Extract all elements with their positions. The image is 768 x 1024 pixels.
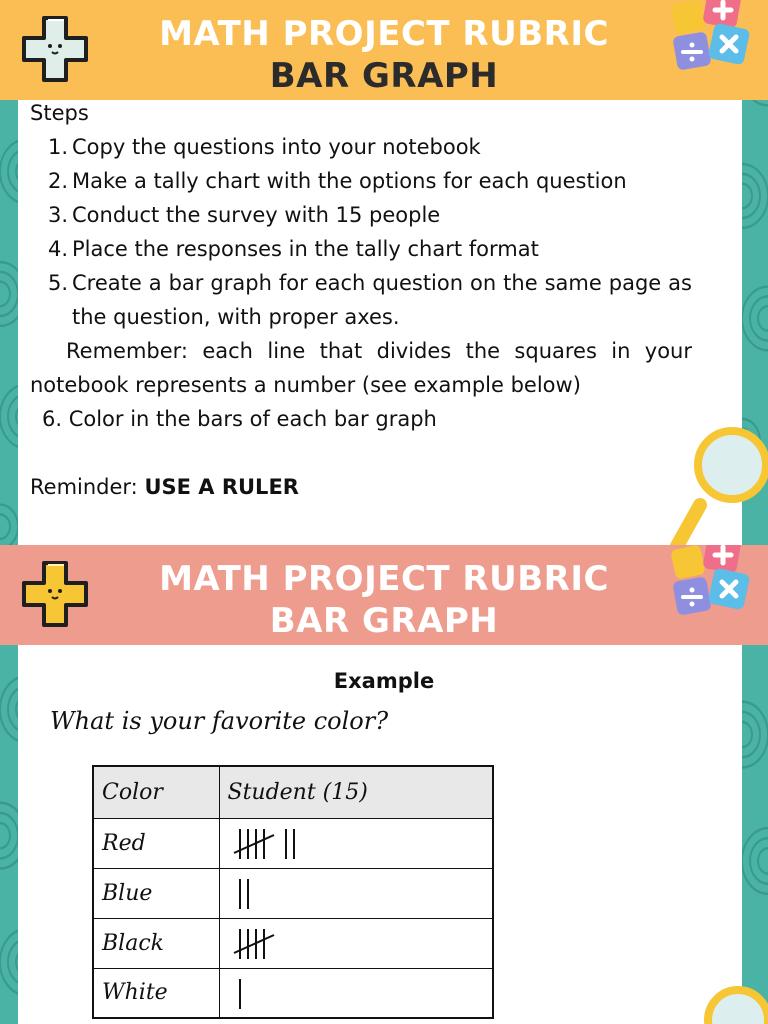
title-banner xyxy=(0,0,768,100)
tally-row xyxy=(93,918,493,968)
tally-marks xyxy=(228,921,368,965)
tally-row xyxy=(93,968,493,1018)
banner-title-line2: BAR GRAPH xyxy=(269,601,499,641)
step-item xyxy=(30,198,692,232)
banner-title-line1: MATH PROJECT RUBRIC xyxy=(159,14,609,54)
step-item xyxy=(30,164,692,198)
rubric-page-2 xyxy=(0,545,768,1024)
magnifier-icon xyxy=(670,425,768,545)
color-cell: White xyxy=(93,968,219,1018)
tally-marks-cell xyxy=(219,868,493,918)
step-number: 3. xyxy=(48,203,69,227)
survey-question: What is your favorite color? xyxy=(50,707,389,735)
magnifier-icon xyxy=(690,970,768,1024)
reminder-value: USE A RULER xyxy=(144,475,299,499)
color-cell: Red xyxy=(93,818,219,868)
step-item xyxy=(30,130,692,164)
step-6: 6. Color in the bars of each bar graph xyxy=(42,407,437,431)
math-operators-icon xyxy=(665,0,765,80)
step-item xyxy=(30,232,692,266)
step-text: Place the responses in the tally chart format xyxy=(72,237,539,261)
step-number: 1. xyxy=(48,135,69,159)
step-text: Conduct the survey with 15 people xyxy=(72,203,441,227)
tally-marks-cell xyxy=(219,968,493,1018)
column-header-color: Color xyxy=(93,766,219,818)
step-text: Copy the questions into your notebook xyxy=(72,135,481,159)
step-text: Make a tally chart with the options for each question xyxy=(72,169,627,193)
title-banner xyxy=(0,545,768,645)
remember-note: Remember: each line that divides the squares in your notebook represents a number (see example below) xyxy=(30,339,692,397)
example-title: Example xyxy=(333,669,435,693)
column-header-student: Student (15) xyxy=(219,766,493,818)
tally-marks-cell xyxy=(219,918,493,968)
tally-row xyxy=(93,868,493,918)
tally-marks-cell xyxy=(219,818,493,868)
tally-row xyxy=(93,818,493,868)
banner-title-line2: BAR GRAPH xyxy=(269,56,499,96)
color-cell: Black xyxy=(93,918,219,968)
color-cell: Blue xyxy=(93,868,219,918)
tally-chart xyxy=(92,765,494,1019)
tally-marks xyxy=(228,971,368,1015)
tally-header-row xyxy=(93,766,493,818)
step-number: 4. xyxy=(48,237,69,261)
step-number: 5. xyxy=(48,271,69,295)
reminder-label: Reminder: xyxy=(30,475,145,499)
steps-heading: Steps xyxy=(30,101,89,125)
reminder xyxy=(30,470,692,504)
step-item xyxy=(30,266,692,334)
math-operators-icon xyxy=(665,545,765,625)
step-text: Create a bar graph for each question on the same page as the question, with proper axes. xyxy=(72,271,692,329)
tally-marks xyxy=(228,821,368,865)
banner-title-line1: MATH PROJECT RUBRIC xyxy=(159,559,609,599)
tally-marks xyxy=(228,871,368,915)
steps-content xyxy=(30,96,692,504)
step-number: 2. xyxy=(48,169,69,193)
